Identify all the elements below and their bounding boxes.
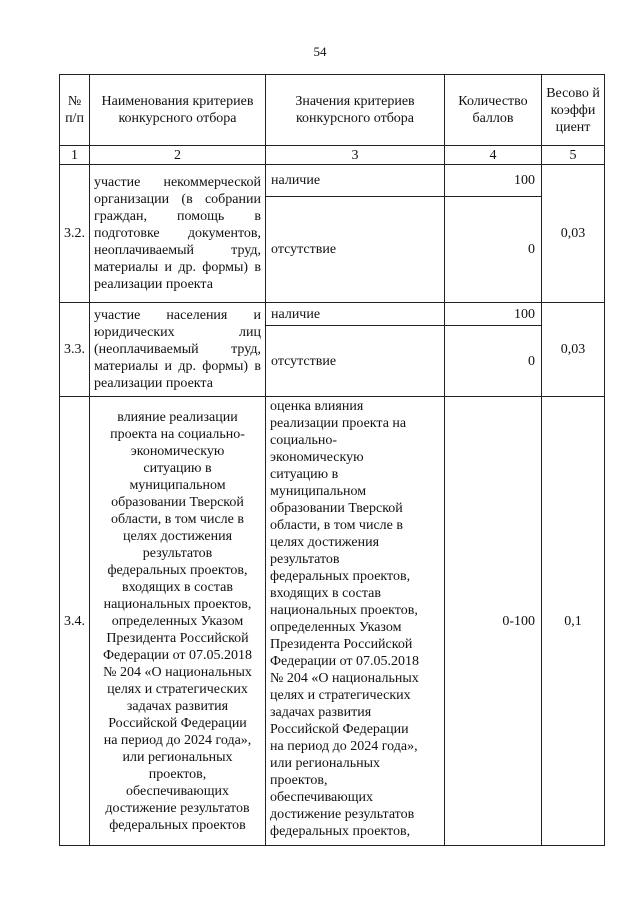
- header-points: Количество баллов: [445, 75, 542, 146]
- header-criteria-values: Значения критериев конкурсного отбора: [266, 75, 445, 146]
- column-number: 2: [90, 146, 266, 165]
- criterion-value: наличие: [266, 165, 445, 197]
- criterion-name: влияние реализации проекта на социально- экономическую ситуацию в муниципальном образовании Тверской области, в том числе в целях достижения результатов федеральных проектов, входящих в состав национальных проектов, определенных Указом Президента Российской Федерации от 07.05.2018 № 204 «О национальных целях и стратегических задачах развития Российской Федерации на период до 2024 года», или региональных проектов, обеспечивающих достижение результатов федеральных проектов: [90, 397, 266, 846]
- points-value: 0: [445, 326, 542, 397]
- row-number: 3.4.: [60, 397, 90, 846]
- criterion-name: участие населения и юридических лиц (неоплачиваемый труд, материалы и др. формы) в реализации проекта: [90, 303, 266, 397]
- page-number: 54: [313, 44, 327, 59]
- header-num: № п/п: [60, 75, 90, 146]
- criterion-value: отсутствие: [266, 326, 445, 397]
- criterion-value-text: оценка влияния реализации проекта на социально- экономическую ситуацию в муниципальном образовании Тверской области, в том числе в целях достижения результатов федеральных проектов, входящих в состав национальных проектов, определенных Указом Президента Российской Федерации от 07.05.2018 № 204 «О национальных целях и стратегических задачах развития Российской Федерации на период до 2024 года», или региональных проектов, обеспечивающих достижение результатов федеральных проектов,: [266, 397, 445, 846]
- points-value: 0: [445, 197, 542, 303]
- column-number: 4: [445, 146, 542, 165]
- criterion-value: отсутствие: [266, 197, 445, 303]
- criterion-name: участие некоммерческой организации (в собрании граждан, помощь в подготовке документов, неоплачиваемый труд, материалы и др. формы) в реализации проекта: [90, 165, 266, 303]
- header-criteria-name: Наименования критериев конкурсного отбора: [90, 75, 266, 146]
- column-number: 5: [542, 146, 605, 165]
- row-number: 3.3.: [60, 303, 90, 397]
- header-weight: Весово й коэффи циент: [542, 75, 605, 146]
- criterion-value: наличие: [266, 303, 445, 326]
- table-row: [60, 303, 605, 326]
- column-number: 1: [60, 146, 90, 165]
- weight-value: 0,03: [542, 165, 605, 303]
- points-value: 0-100: [445, 397, 542, 846]
- criteria-table: [59, 74, 605, 846]
- table-row: [60, 397, 605, 846]
- column-number: 3: [266, 146, 445, 165]
- row-number: 3.2.: [60, 165, 90, 303]
- points-value: 100: [445, 165, 542, 197]
- table-row: [60, 165, 605, 197]
- header-row: [60, 75, 605, 146]
- weight-value: 0,03: [542, 303, 605, 397]
- weight-value: 0,1: [542, 397, 605, 846]
- column-number-row: [60, 146, 605, 165]
- points-value: 100: [445, 303, 542, 326]
